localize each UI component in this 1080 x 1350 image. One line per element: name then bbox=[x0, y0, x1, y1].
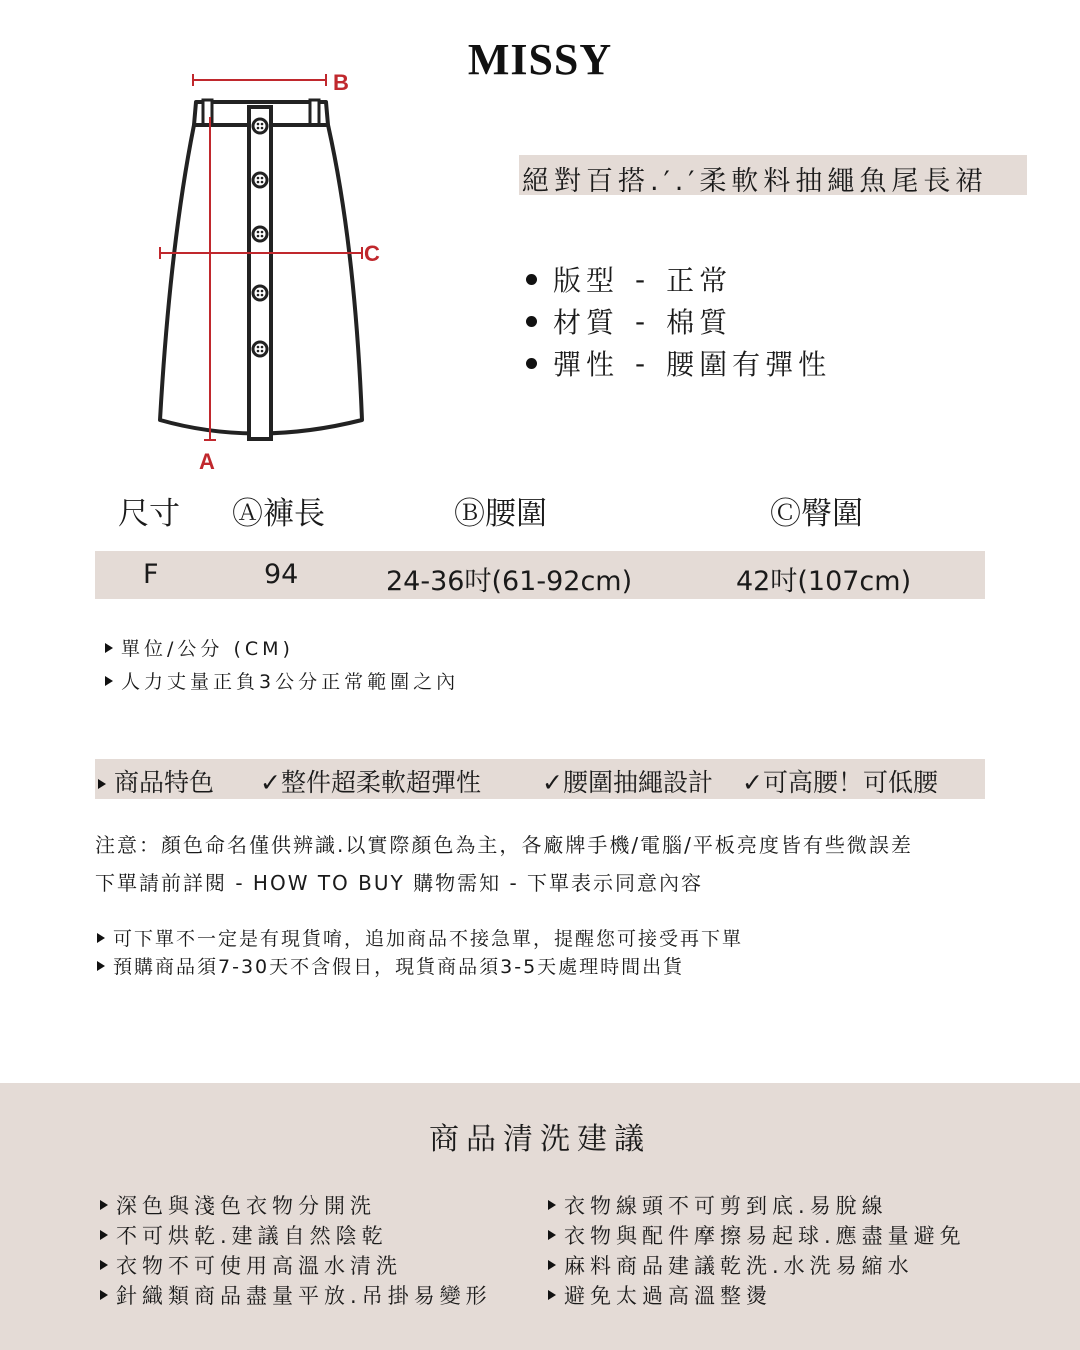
size-header-length: Ⓐ褲長 bbox=[232, 496, 325, 532]
triangle-bullet-icon bbox=[548, 1260, 556, 1270]
triangle-bullet-icon bbox=[105, 676, 113, 686]
spec-row bbox=[526, 342, 831, 384]
unit-note: 單位/公分 (CM) bbox=[105, 634, 294, 661]
spec-list bbox=[526, 258, 831, 384]
bullet-icon bbox=[526, 274, 537, 285]
feature-item: ✓整件超柔軟超彈性 bbox=[260, 768, 481, 797]
spec-separator: - bbox=[635, 346, 651, 380]
care-item: 針織類商品盡量平放.吊掛易變形 bbox=[100, 1280, 492, 1310]
triangle-bullet-icon bbox=[100, 1260, 108, 1270]
label-a: A bbox=[199, 449, 215, 474]
label-b: B bbox=[333, 70, 349, 95]
feature-item: ✓可高腰！可低腰 bbox=[742, 768, 938, 797]
features-label: 商品特色 bbox=[98, 763, 214, 799]
spec-separator: - bbox=[635, 262, 651, 296]
care-item: 不可烘乾.建議自然陰乾 bbox=[100, 1220, 492, 1250]
skirt-diagram bbox=[150, 65, 390, 475]
order-note: 預購商品須7-30天不含假日，現貨商品須3-5天處理時間出貨 bbox=[97, 952, 684, 979]
hip-cell: 42吋(107cm) bbox=[736, 566, 912, 597]
spec-row bbox=[526, 258, 831, 300]
feature-item: ✓腰圍抽繩設計 bbox=[542, 768, 713, 797]
care-item: 衣物與配件摩擦易起球.應盡量避免 bbox=[548, 1220, 966, 1250]
care-item: 避免太過高溫整燙 bbox=[548, 1280, 966, 1310]
spec-separator: - bbox=[635, 304, 651, 338]
triangle-bullet-icon bbox=[105, 643, 113, 653]
triangle-bullet-icon bbox=[97, 933, 105, 943]
care-item: 深色與淺色衣物分開洗 bbox=[100, 1190, 492, 1220]
spec-key: 版型 bbox=[553, 264, 620, 297]
triangle-bullet-icon bbox=[100, 1200, 108, 1210]
size-header-waist: Ⓑ腰圍 bbox=[454, 496, 547, 532]
size-header-hip: Ⓒ臀圍 bbox=[770, 496, 863, 532]
spec-value: 腰圍有彈性 bbox=[666, 348, 832, 381]
care-item: 麻料商品建議乾洗.水洗易縮水 bbox=[548, 1250, 966, 1280]
spec-key: 材質 bbox=[553, 306, 620, 339]
bullet-icon bbox=[526, 358, 537, 369]
size-header-size: 尺寸 bbox=[118, 496, 180, 532]
caution-line: 下單請前詳閱 - HOW TO BUY 購物需知 - 下單表示同意內容 bbox=[95, 871, 704, 895]
length-cell: 94 bbox=[264, 559, 299, 590]
care-item: 衣物線頭不可剪到底.易脫線 bbox=[548, 1190, 966, 1220]
care-item: 衣物不可使用高溫水清洗 bbox=[100, 1250, 492, 1280]
care-list-right bbox=[548, 1190, 966, 1310]
spec-key: 彈性 bbox=[553, 348, 620, 381]
care-title: 商品清洗建議 bbox=[429, 1122, 651, 1157]
triangle-bullet-icon bbox=[100, 1230, 108, 1240]
triangle-bullet-icon bbox=[548, 1230, 556, 1240]
waist-cell: 24-36吋(61-92cm) bbox=[386, 566, 633, 597]
brand-logo: MISSY bbox=[467, 35, 613, 84]
triangle-bullet-icon bbox=[548, 1200, 556, 1210]
spec-row bbox=[526, 300, 831, 342]
triangle-bullet-icon bbox=[100, 1290, 108, 1300]
caution-line: 注意：顏色命名僅供辨識.以實際顏色為主，各廠牌手機/電腦/平板亮度皆有些微誤差 bbox=[95, 833, 913, 857]
label-c: C bbox=[364, 241, 380, 266]
product-title: 絕對百搭.′.′柔軟料抽繩魚尾長裙 bbox=[522, 166, 988, 197]
bullet-icon bbox=[526, 316, 537, 327]
care-list-left bbox=[100, 1190, 492, 1310]
size-cell: F bbox=[143, 559, 159, 590]
unit-note: 人力丈量正負3公分正常範圍之內 bbox=[105, 667, 459, 694]
button-placket bbox=[249, 107, 271, 439]
triangle-bullet-icon bbox=[97, 961, 105, 971]
spec-value: 棉質 bbox=[666, 306, 733, 339]
order-note: 可下單不一定是有現貨唷，追加商品不接急單，提醒您可接受再下單 bbox=[97, 924, 743, 951]
spec-value: 正常 bbox=[666, 264, 733, 297]
triangle-bullet-icon bbox=[98, 779, 106, 789]
triangle-bullet-icon bbox=[548, 1290, 556, 1300]
